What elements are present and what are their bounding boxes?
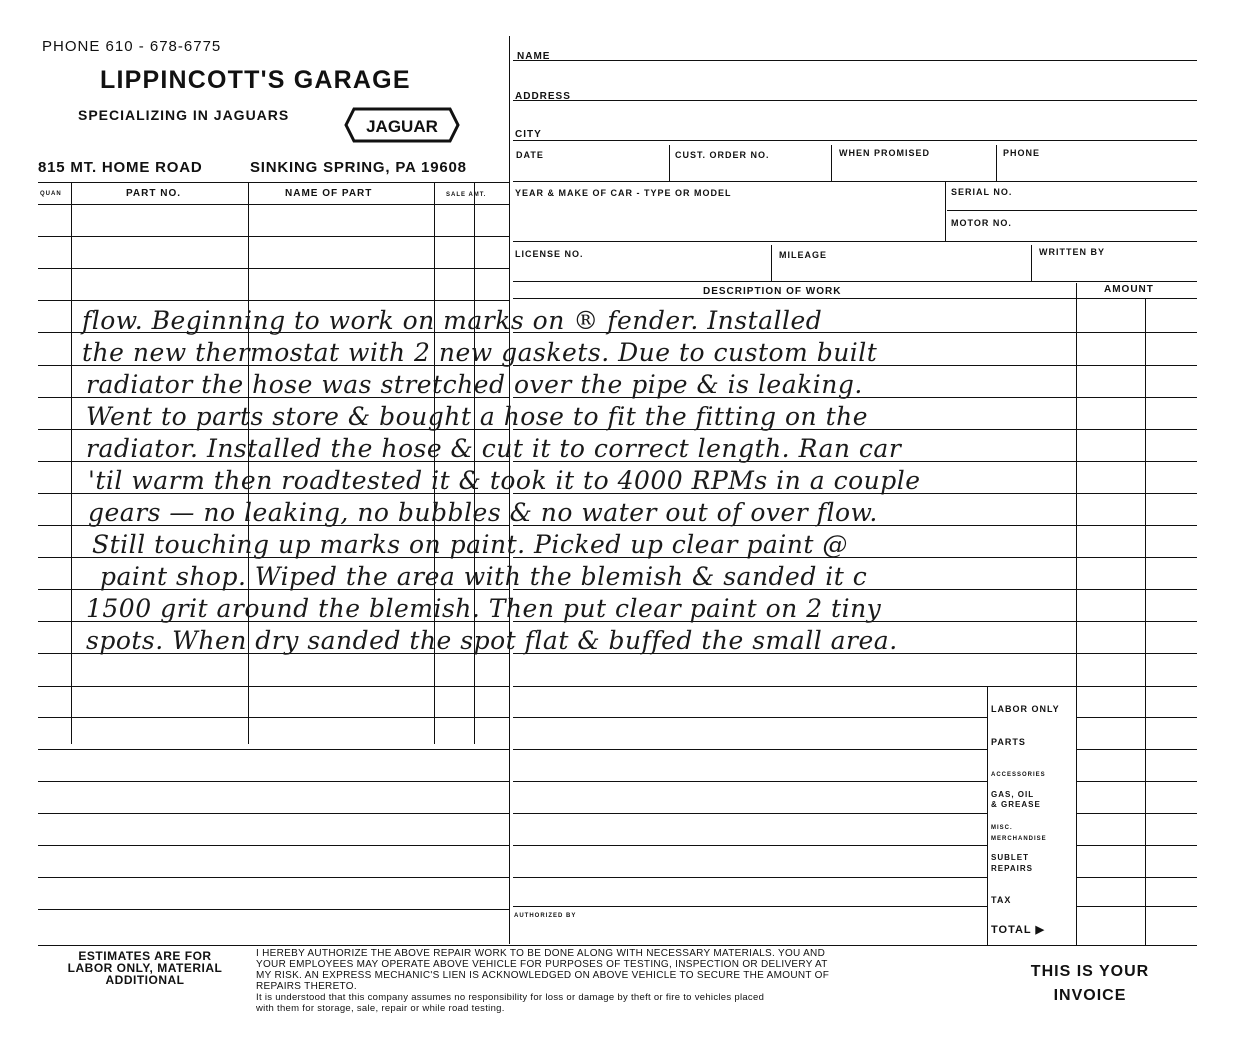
liability-line: It is understood that this company assumes no responsibility for loss or damage by theft or fire to vehicles placed bbox=[256, 992, 765, 1003]
ruled-line bbox=[38, 749, 509, 750]
ruled-line bbox=[1076, 781, 1197, 782]
work-line: paint shop. Wiped the area with the blemish & sanded it c bbox=[100, 562, 868, 591]
accessories-label: ACCESSORIES bbox=[991, 772, 1046, 778]
written-by-label: WRITTEN BY bbox=[1039, 247, 1105, 257]
authorization-line: MY RISK. AN EXPRESS MECHANIC'S LIEN IS ACKNOWLEDGED ON ABOVE VEHICLE TO SECURE THE AMOUNT OF bbox=[256, 970, 830, 981]
invoice-line: INVOICE bbox=[1053, 987, 1127, 1004]
sublet-label: SUBLET bbox=[991, 853, 1029, 862]
part-no-header: PART NO. bbox=[126, 188, 182, 199]
labor-only-label: LABOR ONLY bbox=[991, 704, 1060, 714]
amount-label: AMOUNT bbox=[1104, 284, 1154, 295]
jaguar-logo bbox=[344, 106, 460, 144]
mileage-label: MILEAGE bbox=[779, 250, 828, 260]
authorized-by-label: AUTHORIZED BY bbox=[514, 913, 577, 919]
ruled-line bbox=[1076, 749, 1197, 750]
estimates-line: LABOR ONLY, MATERIAL bbox=[67, 961, 223, 975]
work-line: spots. When dry sanded the spot flat & buffed the small area. bbox=[86, 626, 898, 655]
ruled-line bbox=[38, 877, 509, 878]
ruled-line bbox=[1076, 845, 1197, 846]
authorization-text bbox=[256, 948, 829, 1014]
ruled-line bbox=[38, 236, 509, 237]
serial-label: SERIAL NO. bbox=[951, 187, 1013, 197]
name-of-part-header: NAME OF PART bbox=[285, 188, 373, 199]
estimates-line: ADDITIONAL bbox=[105, 973, 185, 987]
ruled-line bbox=[38, 300, 509, 301]
estimates-note bbox=[40, 950, 250, 986]
quan-header: QUAN bbox=[40, 191, 62, 197]
work-line: flow. Beginning to work on marks on ® fender. Installed bbox=[82, 306, 823, 335]
business-name: LIPPINCOTT'S GARAGE bbox=[100, 66, 411, 94]
authorization-line: REPAIRS THERETO. bbox=[256, 981, 357, 992]
repairs-label: REPAIRS bbox=[991, 864, 1033, 873]
work-line: radiator. Installed the hose & cut it to correct length. Ran car bbox=[86, 434, 902, 463]
work-line: 'til warm then roadtested it & took it to 4000 RPMs in a couple bbox=[88, 466, 921, 495]
ruled-line bbox=[513, 813, 987, 814]
specializing-line: SPECIALIZING IN JAGUARS bbox=[78, 107, 290, 123]
merchandise-label: MERCHANDISE bbox=[991, 836, 1047, 842]
city-label: CITY bbox=[515, 129, 542, 140]
ruled-line bbox=[513, 877, 987, 878]
misc-label: MISC. bbox=[991, 825, 1013, 831]
ruled-line bbox=[38, 781, 509, 782]
ruled-line bbox=[513, 749, 987, 750]
year-make-label: YEAR & MAKE OF CAR - TYPE OR MODEL bbox=[515, 188, 732, 198]
ruled-line bbox=[38, 909, 509, 910]
jaguar-logo-text: JAGUAR bbox=[366, 117, 438, 136]
ruled-line bbox=[38, 813, 509, 814]
liability-line: with them for storage, sale, repair or while road testing. bbox=[256, 1003, 505, 1014]
city-state-zip: SINKING SPRING, PA 19608 bbox=[250, 159, 467, 176]
ruled-line bbox=[38, 686, 509, 687]
ruled-line bbox=[1076, 717, 1197, 718]
phone-number: PHONE 610 - 678-6775 bbox=[42, 38, 222, 55]
work-line: Went to parts store & bought a hose to fit the fitting on the bbox=[86, 402, 869, 431]
date-label: DATE bbox=[516, 150, 544, 160]
invoice-note bbox=[1010, 960, 1170, 1008]
authorization-line: I HEREBY AUTHORIZE THE ABOVE REPAIR WORK TO BE DONE ALONG WITH NECESSARY MATERIALS. YOU AND bbox=[256, 948, 826, 959]
ruled-line bbox=[38, 845, 509, 846]
sale-amt-header: SALE AMT. bbox=[446, 192, 487, 198]
invoice-line: THIS IS YOUR bbox=[1030, 963, 1150, 980]
street-address: 815 MT. HOME ROAD bbox=[38, 159, 203, 176]
work-line: Still touching up marks on paint. Picked up clear paint @ bbox=[92, 530, 848, 559]
ruled-line bbox=[513, 717, 987, 718]
motor-label: MOTOR NO. bbox=[951, 218, 1012, 228]
parts-label: PARTS bbox=[991, 737, 1026, 747]
ruled-line bbox=[1076, 906, 1197, 907]
work-line: the new thermostat with 2 new gaskets. Due to custom built bbox=[82, 338, 878, 367]
total-label: TOTAL ▶ bbox=[991, 924, 1045, 936]
work-line: radiator the hose was stretched over the pipe & is leaking. bbox=[86, 370, 863, 399]
description-of-work-label: DESCRIPTION OF WORK bbox=[703, 286, 842, 297]
license-label: LICENSE NO. bbox=[515, 249, 584, 259]
cust-order-label: CUST. ORDER NO. bbox=[675, 150, 770, 160]
when-promised-label: WHEN PROMISED bbox=[839, 148, 931, 158]
gas-oil-label: GAS, OIL bbox=[991, 790, 1035, 799]
tax-label: TAX bbox=[991, 895, 1012, 905]
estimates-line: ESTIMATES ARE FOR bbox=[78, 949, 212, 963]
ruled-line bbox=[1076, 813, 1197, 814]
address-label: ADDRESS bbox=[515, 91, 571, 102]
work-line: 1500 grit around the blemish. Then put clear paint on 2 tiny bbox=[86, 594, 882, 623]
grease-label: & GREASE bbox=[991, 800, 1041, 809]
ruled-line bbox=[513, 781, 987, 782]
name-label: NAME bbox=[517, 51, 551, 62]
phone-label: PHONE bbox=[1003, 148, 1041, 158]
ruled-line bbox=[38, 717, 509, 718]
ruled-line bbox=[513, 845, 987, 846]
work-line: gears — no leaking, no bubbles & no water out of over flow. bbox=[88, 498, 878, 527]
authorization-line: YOUR EMPLOYEES MAY OPERATE ABOVE VEHICLE FOR PURPOSES OF TESTING, INSPECTION OR DELIVERY AT bbox=[256, 959, 828, 970]
ruled-line bbox=[1076, 877, 1197, 878]
ruled-line bbox=[38, 268, 509, 269]
